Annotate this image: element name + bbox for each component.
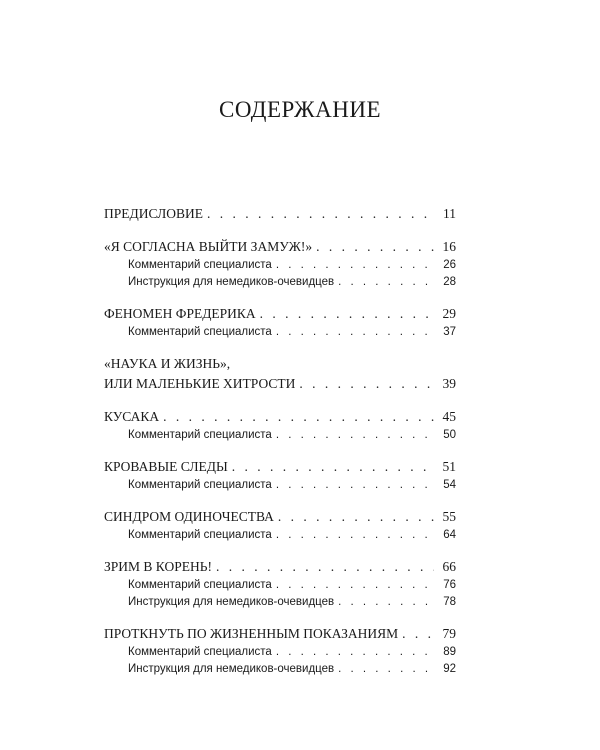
dot-leader (260, 304, 434, 324)
page-number: 51 (442, 459, 456, 474)
dot-leader (276, 427, 434, 444)
toc-subentry[interactable] (104, 594, 456, 611)
page-number: 39 (442, 376, 456, 391)
toc-section (104, 457, 456, 494)
dot-leader (338, 274, 434, 291)
toc-entry[interactable] (104, 407, 456, 427)
entry-title: Комментарий специалиста (128, 479, 272, 491)
toc-entry[interactable] (104, 237, 456, 257)
page-number: 64 (443, 529, 456, 541)
page-number: 11 (443, 206, 456, 221)
section-gap (104, 611, 456, 624)
section-gap (104, 494, 456, 507)
toc-subentry[interactable] (104, 257, 456, 274)
section-gap (104, 341, 456, 354)
toc-entry[interactable] (104, 507, 456, 527)
dot-leader (299, 374, 434, 394)
page-number: 92 (443, 663, 456, 675)
dot-leader (338, 661, 434, 678)
toc-entry[interactable] (104, 204, 456, 224)
entry-title: СИНДРОМ ОДИНОЧЕСТВА (104, 509, 274, 524)
toc-entry[interactable] (104, 624, 456, 644)
toc-subentry[interactable] (104, 527, 456, 544)
dot-leader (207, 204, 434, 224)
entry-title: «Я СОГЛАСНА ВЫЙТИ ЗАМУЖ!» (104, 239, 313, 254)
entry-title: Комментарий специалиста (128, 579, 272, 591)
entry-title-line1: «НАУКА И ЖИЗНЬ», (104, 356, 231, 371)
dot-leader (338, 594, 434, 611)
page-number: 54 (443, 479, 456, 491)
toc-section (104, 354, 456, 394)
entry-title: Комментарий специалиста (128, 529, 272, 541)
toc-subentry[interactable] (104, 661, 456, 678)
toc-section (104, 237, 456, 291)
dot-leader (276, 644, 434, 661)
toc-subentry[interactable] (104, 274, 456, 291)
dot-leader (276, 577, 434, 594)
entry-title: Комментарий специалиста (128, 326, 272, 338)
section-gap (104, 444, 456, 457)
entry-title: КУСАКА (104, 409, 160, 424)
toc-section (104, 407, 456, 444)
page-number: 50 (443, 429, 456, 441)
section-gap (104, 544, 456, 557)
entry-title: ИЛИ МАЛЕНЬКИЕ ХИТРОСТИ (104, 376, 296, 391)
toc-entry[interactable] (104, 557, 456, 577)
page-number: 28 (443, 276, 456, 288)
page-number: 16 (442, 239, 456, 254)
entry-title: ФЕНОМЕН ФРЕДЕРИКА (104, 306, 256, 321)
page-number: 78 (443, 596, 456, 608)
entry-title: ЗРИМ В КОРЕНЬ! (104, 559, 212, 574)
toc-subentry[interactable] (104, 324, 456, 341)
toc-subentry[interactable] (104, 427, 456, 444)
page-number: 55 (442, 509, 456, 524)
entry-title: Инструкция для немедиков-очевидцев (128, 663, 335, 675)
entry-title: ПРОТКНУТЬ ПО ЖИЗНЕННЫМ ПОКАЗАНИЯМ (104, 626, 399, 641)
entry-title: Инструкция для немедиков-очевидцев (128, 596, 335, 608)
page-title: СОДЕРЖАНИЕ (218, 97, 381, 122)
dot-leader (278, 507, 434, 527)
toc-subentry[interactable] (104, 477, 456, 494)
entry-title: Инструкция для немедиков-очевидцев (128, 276, 335, 288)
page-number: 76 (443, 579, 456, 591)
page-number: 26 (443, 259, 456, 271)
dot-leader (276, 324, 434, 341)
entry-title: ПРЕДИСЛОВИЕ (104, 206, 204, 221)
toc-entry[interactable] (104, 304, 456, 324)
dot-leader (216, 557, 434, 577)
section-gap (104, 394, 456, 407)
dot-leader (402, 624, 434, 644)
entry-title: Комментарий специалиста (128, 646, 272, 658)
dot-leader (276, 477, 434, 494)
dot-leader (276, 527, 434, 544)
dot-leader (316, 237, 434, 257)
toc-section (104, 557, 456, 611)
toc-subentry[interactable] (104, 577, 456, 594)
page-number: 66 (442, 559, 456, 574)
dot-leader (232, 457, 434, 477)
page-number: 37 (443, 326, 456, 338)
entry-title: Комментарий специалиста (128, 429, 272, 441)
page-number: 89 (443, 646, 456, 658)
page-number: 45 (442, 409, 456, 424)
page-number: 29 (442, 306, 456, 321)
dot-leader (163, 407, 434, 427)
toc-section (104, 304, 456, 341)
section-gap (104, 291, 456, 304)
toc-section (104, 204, 456, 224)
toc-section (104, 507, 456, 544)
toc-entry[interactable] (104, 374, 456, 394)
toc-entry[interactable] (104, 457, 456, 477)
section-gap (104, 224, 456, 237)
dot-leader (276, 257, 434, 274)
toc-subentry[interactable] (104, 644, 456, 661)
toc-section (104, 624, 456, 678)
page-number: 79 (442, 626, 456, 641)
entry-title: Комментарий специалиста (128, 259, 272, 271)
table-of-contents (104, 204, 456, 678)
entry-title: КРОВАВЫЕ СЛЕДЫ (104, 459, 228, 474)
